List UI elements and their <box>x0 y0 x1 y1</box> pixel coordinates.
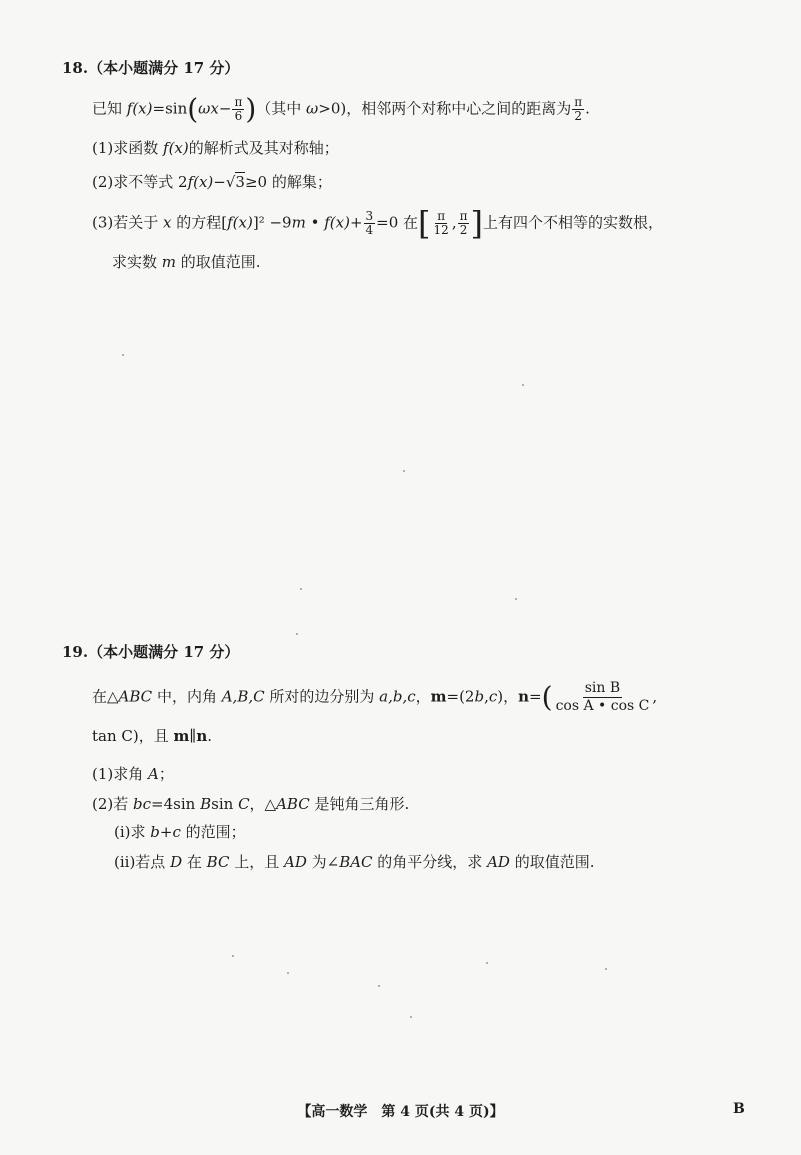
text: • <box>305 213 325 232</box>
text: ，△ <box>249 795 277 813</box>
parallel-sign: ∥ <box>189 727 197 745</box>
text: 的范围； <box>180 823 246 841</box>
vector-m: m <box>430 687 447 706</box>
q18-part1 <box>92 138 339 158</box>
text: − <box>213 173 226 191</box>
page-footer: 【高一数学 第 4 页(共 4 页)】 <box>297 1104 504 1120</box>
math: AD <box>487 853 510 871</box>
scan-speck <box>296 633 298 635</box>
text: (2)求不等式 2 <box>92 173 188 191</box>
math: A <box>148 765 159 783</box>
q18-heading <box>62 58 239 78</box>
q18-heading-text: 18.（本小题满分 17 分） <box>62 59 240 77</box>
math: ABC <box>118 687 153 706</box>
denominator: 12 <box>433 223 449 237</box>
fraction-pi-2 <box>572 96 584 123</box>
numerator: π <box>574 95 583 109</box>
text: + <box>349 213 363 232</box>
text: . <box>207 727 212 745</box>
numerator: π <box>437 209 446 223</box>
q18-part2 <box>92 172 332 192</box>
math: f(x) <box>324 213 350 232</box>
scan-speck <box>522 384 524 386</box>
text: 中，内角 <box>152 687 222 706</box>
paper-version-mark: B <box>733 1101 745 1117</box>
denominator: 2 <box>459 223 468 237</box>
text: 为∠ <box>306 853 340 871</box>
math: m <box>161 253 177 271</box>
math: b <box>474 687 485 706</box>
scan-speck <box>287 972 289 974</box>
q19-part2-ii <box>114 852 594 872</box>
text: 的取值范围. <box>509 853 595 871</box>
text: 已知 <box>92 99 127 118</box>
text: (ii)若点 <box>114 853 171 871</box>
q18-part3 <box>92 204 663 243</box>
right-paren: ) <box>245 92 257 126</box>
text: (1)求角 <box>92 765 149 783</box>
text: =(2 <box>446 687 475 706</box>
fraction-sinB <box>554 680 652 715</box>
text: , <box>652 687 658 706</box>
q19-stem-line2 <box>92 726 212 746</box>
vector-n: n <box>196 727 208 745</box>
denominator: 6 <box>234 109 243 123</box>
q18-part3-cont <box>112 252 261 272</box>
math: f(x) <box>187 173 214 191</box>
radicand: 3 <box>235 173 245 191</box>
denominator: cos A • cos C <box>555 698 650 714</box>
fraction-3-4 <box>364 210 376 237</box>
numerator: 3 <box>365 209 374 223</box>
text: 求实数 <box>112 253 162 271</box>
math: f(x) <box>227 213 253 232</box>
math: D <box>170 853 183 871</box>
text: ≥0 的解集； <box>244 173 332 191</box>
denominator: 4 <box>365 223 374 237</box>
scan-speck <box>486 962 488 964</box>
scan-speck <box>300 588 302 590</box>
text: (3)若关于 <box>92 213 164 232</box>
text: sin <box>211 795 239 813</box>
text: , <box>451 213 457 232</box>
math: m <box>291 213 306 232</box>
text: (i)求 <box>114 823 151 841</box>
scan-speck <box>605 968 607 970</box>
math: a,b,c <box>379 687 416 706</box>
scan-speck <box>122 354 124 356</box>
numerator: π <box>459 209 468 223</box>
math: ωx− <box>198 99 232 118</box>
math: x <box>163 213 172 232</box>
text: ， <box>415 687 431 706</box>
text: =4sin <box>151 795 201 813</box>
text: >0)，相邻两个对称中心之间的距离为 <box>318 99 572 118</box>
sqrt-sign: √ <box>225 173 236 191</box>
left-bracket: [ <box>418 204 431 243</box>
math: b+c <box>150 823 181 841</box>
scan-speck <box>515 598 517 600</box>
q19-stem-line1 <box>92 680 657 715</box>
scan-speck <box>378 985 380 987</box>
math: c <box>488 687 498 706</box>
text: =sin <box>152 99 188 118</box>
q18-stem <box>92 92 590 126</box>
fraction-pi-12 <box>432 210 451 237</box>
text: , <box>484 687 489 706</box>
scan-speck <box>403 470 405 472</box>
math: ABC <box>276 795 310 813</box>
text: ]² −9 <box>252 213 292 232</box>
math: AD <box>283 853 307 871</box>
fraction-pi-2b <box>458 210 470 237</box>
text: （其中 <box>256 99 307 118</box>
math: ω <box>306 99 319 118</box>
vector-n: n <box>518 687 530 706</box>
math: f(x) <box>126 99 153 118</box>
text: )， <box>497 687 519 706</box>
math: B <box>200 795 212 813</box>
scan-speck <box>232 955 234 957</box>
q19-heading-text: 19.（本小题满分 17 分） <box>62 643 240 661</box>
left-paren: ( <box>541 680 553 714</box>
text: 是钝角三角形. <box>309 795 410 813</box>
text: = <box>529 687 542 706</box>
text: . <box>585 99 590 118</box>
scan-speck <box>410 1016 412 1018</box>
math: f(x) <box>163 139 189 157</box>
numerator: π <box>234 95 243 109</box>
text: tan C)，且 <box>92 727 174 745</box>
numerator: sin B <box>584 680 621 696</box>
text: (1)求函数 <box>92 139 164 157</box>
q19-part2 <box>92 794 409 814</box>
math: bc <box>133 795 152 813</box>
right-bracket: ] <box>470 204 483 243</box>
math: BC <box>206 853 230 871</box>
vector-m: m <box>173 727 190 745</box>
text: 的取值范围. <box>176 253 261 271</box>
text: 的方程[ <box>171 213 228 232</box>
text: 的解析式及其对称轴； <box>188 139 339 157</box>
text: 的角平分线，求 <box>372 853 488 871</box>
text: 在△ <box>92 687 119 706</box>
text: =0 在 <box>376 213 419 232</box>
text: 上有四个不相等的实数根， <box>482 213 663 232</box>
text: 所对的边分别为 <box>264 687 380 706</box>
text: (2)若 <box>92 795 134 813</box>
text: 在 <box>182 853 207 871</box>
q19-heading <box>62 642 239 662</box>
q19-part2-i <box>114 822 246 842</box>
denominator: 2 <box>574 109 583 123</box>
math: BAC <box>339 853 373 871</box>
text: ； <box>158 765 174 783</box>
fraction-pi-6 <box>232 96 244 123</box>
math: C <box>238 795 250 813</box>
left-paren: ( <box>187 92 199 126</box>
math: A,B,C <box>221 687 265 706</box>
text: 上，且 <box>229 853 284 871</box>
q19-part1 <box>92 764 174 784</box>
